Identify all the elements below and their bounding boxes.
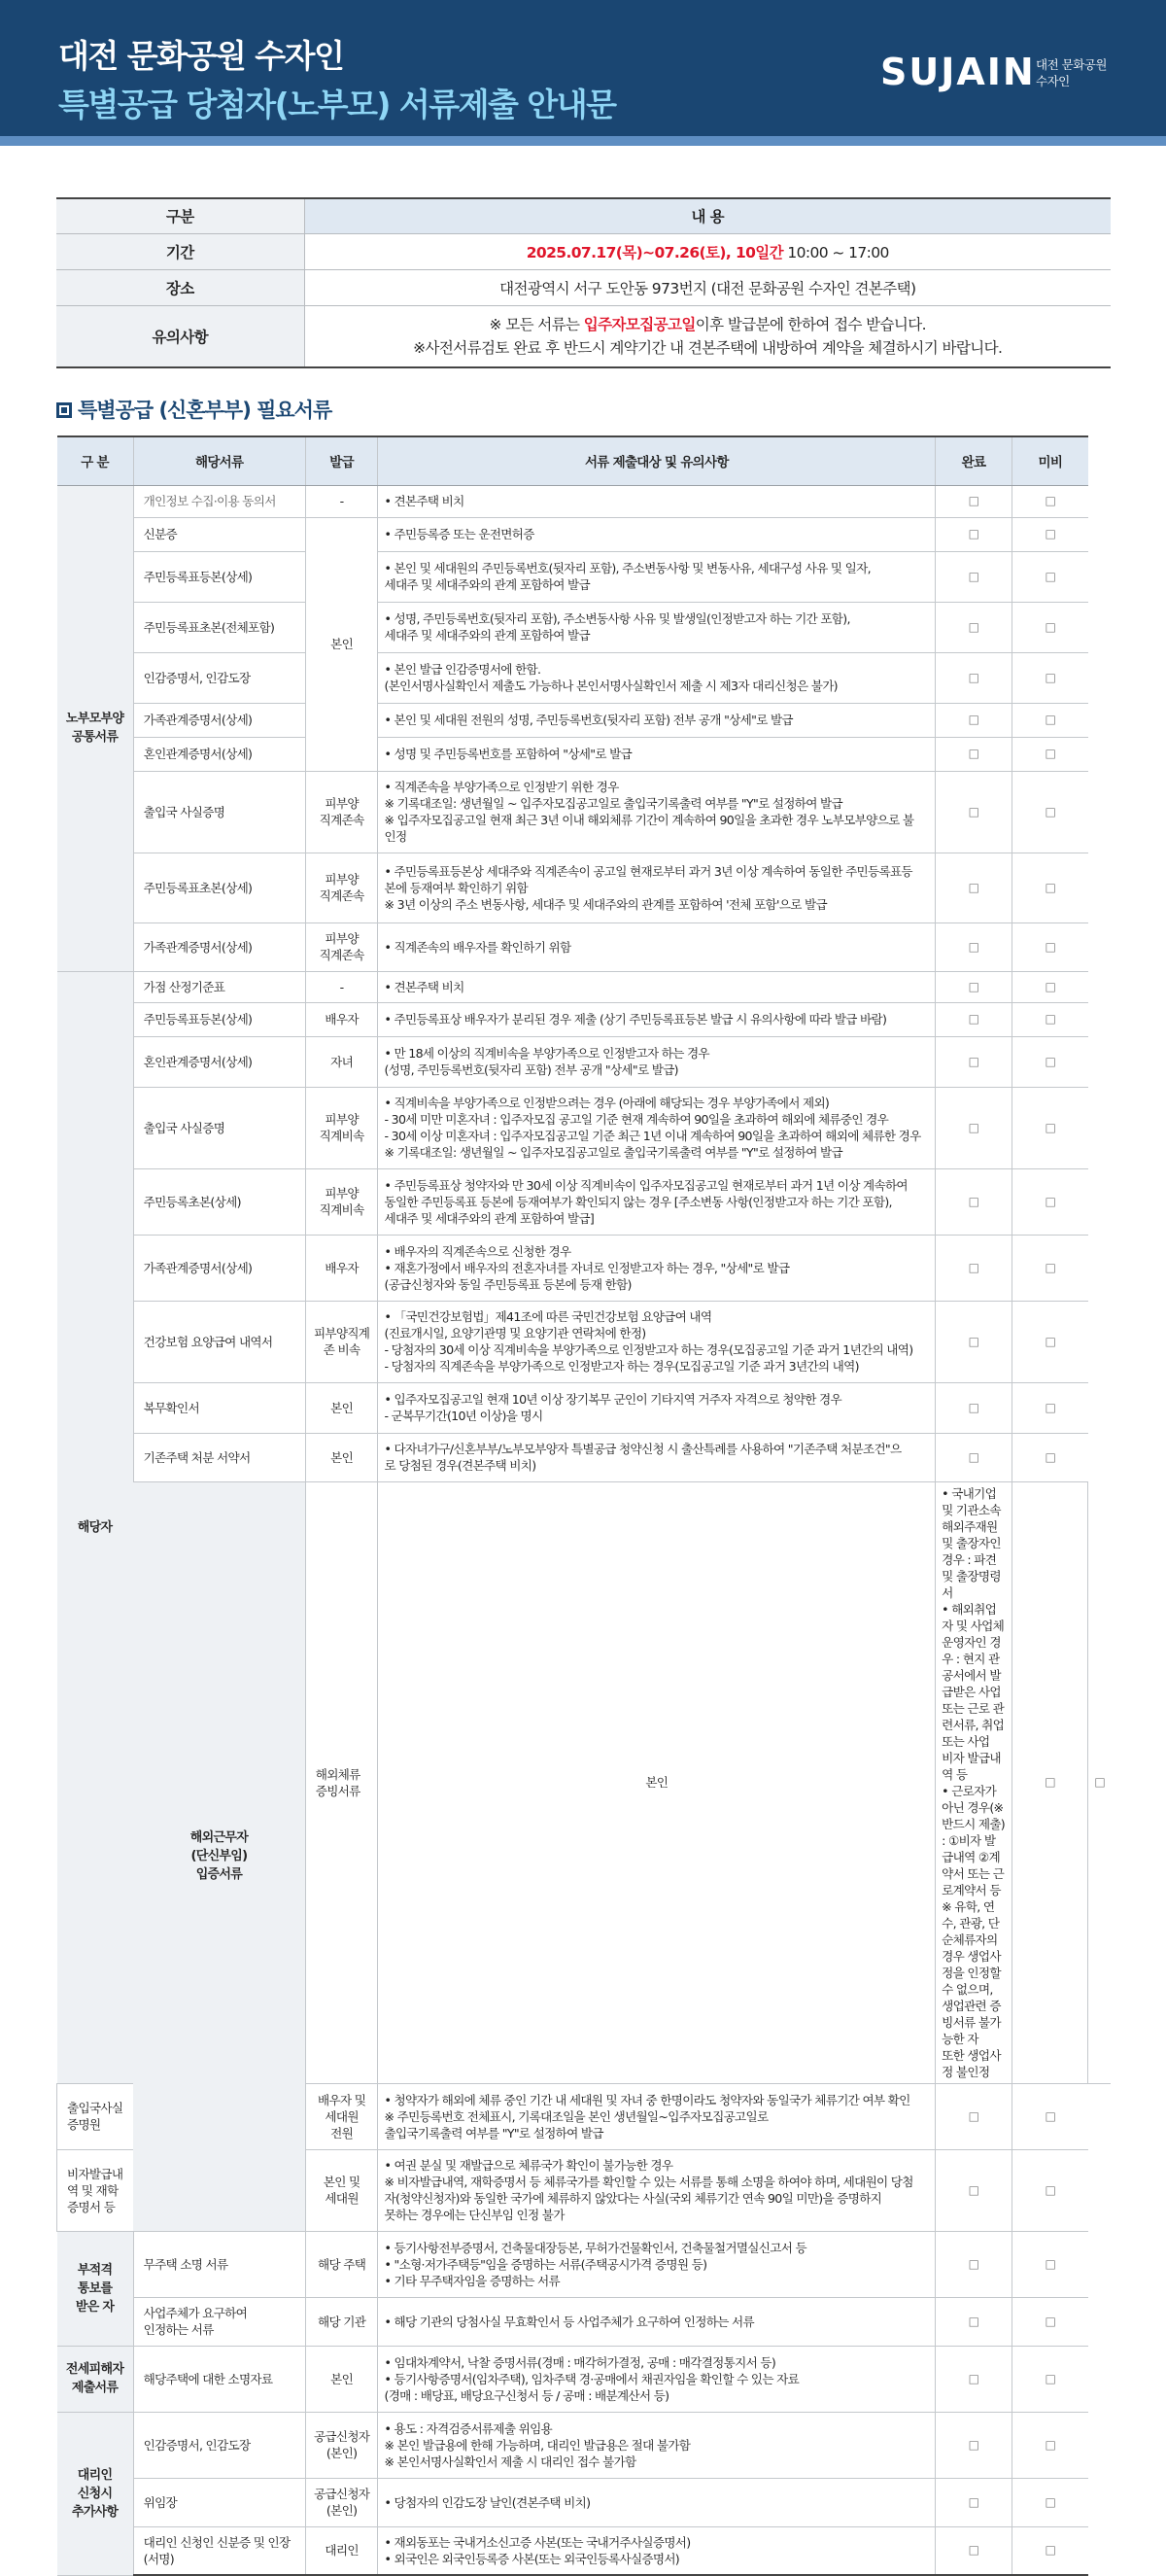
doc-name: 대리인 신청인 신분증 및 인장 (서명) xyxy=(133,2526,305,2575)
done-checkbox[interactable]: □ xyxy=(936,1168,1012,1235)
missing-checkbox[interactable]: □ xyxy=(1012,2346,1088,2412)
info-header-row xyxy=(56,198,1111,233)
info-row-period xyxy=(56,233,1111,269)
col-header-notes: 서류 제출대상 및 유의사항 xyxy=(378,436,936,485)
table-row xyxy=(57,771,1112,853)
doc-note: • 다자녀가구/신혼부부/노부모부양자 특별공급 청약신청 시 출산특례를 사용하여 "기존주택 처분조건"으 로 당첨된 경우(견본주택 비치) xyxy=(378,1433,936,1481)
logo-sub-line: 수자인 xyxy=(1036,74,1070,88)
missing-checkbox[interactable]: □ xyxy=(1012,551,1088,602)
logo-sub-line: 대전 문화공원 xyxy=(1036,57,1107,72)
notice-line: ※사전서류검토 완료 후 반드시 계약기간 내 견본주택에 내방하여 계약을 체결하시기 바랍니다. xyxy=(413,338,1003,357)
doc-name: 신분증 xyxy=(133,517,305,551)
info-label: 구분 xyxy=(56,198,304,233)
doc-note: • 당첨자의 인감도장 날인(견본주택 비치) xyxy=(378,2478,936,2526)
missing-checkbox[interactable]: □ xyxy=(1012,703,1088,737)
done-checkbox[interactable]: □ xyxy=(936,2412,1012,2478)
done-checkbox[interactable]: □ xyxy=(936,737,1012,771)
table-row xyxy=(57,2412,1112,2478)
documents-table xyxy=(56,435,1111,2576)
done-checkbox[interactable]: □ xyxy=(936,551,1012,602)
info-value xyxy=(304,305,1111,367)
info-row-notice xyxy=(56,305,1111,367)
doc-issuer: 본인 xyxy=(378,1481,936,2083)
doc-name: 가족관계증명서(상세) xyxy=(133,922,305,971)
table-row xyxy=(57,1087,1112,1168)
doc-issuer: 피부양직계 존 비속 xyxy=(305,1301,378,1382)
info-value: 대전광역시 서구 도안동 973번지 (대전 문화공원 수자인 견본주택) xyxy=(304,269,1111,305)
header-accent-band xyxy=(0,136,1166,146)
square-bullet-icon xyxy=(56,402,72,418)
info-label: 기간 xyxy=(56,233,304,269)
missing-checkbox[interactable]: □ xyxy=(1012,2526,1088,2575)
doc-note: • 재외동포는 국내거소신고증 사본(또는 국내거주사실증명서) • 외국인은 외국인등록증 사본(또는 외국인등록사실증명서) xyxy=(378,2526,936,2575)
done-checkbox[interactable]: □ xyxy=(936,853,1012,922)
done-checkbox[interactable]: □ xyxy=(936,1002,1012,1036)
done-checkbox[interactable]: □ xyxy=(936,2346,1012,2412)
group-label: 해당자 xyxy=(57,971,134,2083)
doc-issuer: 피부양 직계존속 xyxy=(305,853,378,922)
doc-name: 주민등록표초본(상세) xyxy=(133,853,305,922)
brand-logo-subtext xyxy=(1036,56,1107,89)
missing-checkbox[interactable]: □ xyxy=(1012,2297,1088,2346)
table-header-row xyxy=(57,436,1112,485)
table-row xyxy=(57,2297,1112,2346)
info-head-value: 내 용 xyxy=(304,198,1111,233)
doc-note: • 본인 및 세대원 전원의 성명, 주민등록번호(뒷자리 포함) 전부 공개 "상세"로 발급 xyxy=(378,703,936,737)
doc-note: • 「국민건강보험법」제41조에 따른 국민건강보험 요양급여 내역 (진료개시일, 요양기관명 및 요양기관 연락처에 한정) - 당첨자의 30세 이상 직계비속을 부양가족으로 인정받고자 하는 경우(모집공고일 기준 과거 1년간의 내역) - 당첨자의 직계존속을 부양가족으로 인정받고자 하는 경우(모집공고일 기준 과거 3년간의 내역) xyxy=(378,1301,936,1382)
doc-name: 주민등록표등본(상세) xyxy=(133,1002,305,1036)
brand-logo: SUJAIN xyxy=(880,51,1036,93)
table-row xyxy=(57,922,1112,971)
info-row-place xyxy=(56,269,1111,305)
doc-name: 혼인관계증명서(상세) xyxy=(133,737,305,771)
doc-issuer: 본인 xyxy=(305,1433,378,1481)
notice-text: 이후 발급분에 한하여 접수 받습니다. xyxy=(695,315,926,333)
done-checkbox[interactable]: □ xyxy=(936,517,1012,551)
missing-checkbox[interactable]: □ xyxy=(1088,1481,1111,2083)
doc-note: • 배우자의 직계존속으로 신청한 경우 • 재혼가정에서 배우자의 전혼자녀를 자녀로 인정받고자 하는 경우, "상세"로 발급 (공급신청자와 동일 주민등록표 등본에 등재 한함) xyxy=(378,1235,936,1301)
doc-name: 주민등록표초본(전체포함) xyxy=(133,602,305,652)
doc-name: 출입국 사실증명 xyxy=(133,1087,305,1168)
info-label: 유의사항 xyxy=(56,305,304,367)
doc-issuer: 배우자 xyxy=(305,1002,378,1036)
page-title: 대전 문화공원 수자인 xyxy=(58,37,344,75)
group-label: 노부모부양 공통서류 xyxy=(57,485,134,971)
done-checkbox[interactable]: □ xyxy=(936,652,1012,703)
done-checkbox[interactable]: □ xyxy=(936,2478,1012,2526)
missing-checkbox[interactable]: □ xyxy=(1012,485,1088,517)
doc-note: • 주민등록증 또는 운전면허증 xyxy=(378,517,936,551)
done-checkbox[interactable]: □ xyxy=(936,2083,1012,2149)
table-row xyxy=(57,1301,1112,1382)
table-row xyxy=(57,2478,1112,2526)
doc-note: • 본인 발급 인감증명서에 한함. (본인서명사실확인서 제출도 가능하나 본인서명사실확인서 제출 시 제3자 대리신청은 불가) xyxy=(378,652,936,703)
doc-issuer: 피부양 직계존속 xyxy=(305,922,378,971)
notice-line xyxy=(305,313,1112,336)
doc-note: • 성명 및 주민등록번호를 포함하여 "상세"로 발급 xyxy=(378,737,936,771)
missing-checkbox[interactable]: □ xyxy=(1012,1036,1088,1087)
missing-checkbox[interactable]: □ xyxy=(1012,853,1088,922)
missing-checkbox[interactable]: □ xyxy=(1012,1235,1088,1301)
done-checkbox[interactable]: □ xyxy=(936,703,1012,737)
missing-checkbox[interactable]: □ xyxy=(1012,1382,1088,1433)
missing-checkbox[interactable]: □ xyxy=(1012,2231,1088,2297)
doc-name: 인감증명서, 인감도장 xyxy=(133,652,305,703)
table-row xyxy=(57,2526,1112,2575)
doc-name: 사업주체가 요구하여 인정하는 서류 xyxy=(133,2297,305,2346)
missing-checkbox[interactable]: □ xyxy=(1012,517,1088,551)
done-checkbox[interactable]: □ xyxy=(1012,1481,1088,2083)
doc-note: • 등기사항전부증명서, 건축물대장등본, 무허가건물확인서, 건축물철거멸실신고서 등 • "소형·저가주택등"임을 증명하는 서류(주택공시가격 증명원 등) • 기타 무주택자임을 증명하는 서류 xyxy=(378,2231,936,2297)
doc-note: • 직계존속의 배우자를 확인하기 위함 xyxy=(378,922,936,971)
group-label: 대리인 신청시 추가사항 xyxy=(57,2412,134,2575)
done-checkbox[interactable]: □ xyxy=(936,1301,1012,1382)
done-checkbox[interactable]: □ xyxy=(936,1235,1012,1301)
missing-checkbox[interactable]: □ xyxy=(1012,2083,1088,2149)
table-row xyxy=(57,1481,1112,2083)
done-checkbox[interactable]: □ xyxy=(936,771,1012,853)
missing-checkbox[interactable]: □ xyxy=(1012,1301,1088,1382)
doc-note: • 주민등록표상 청약자와 만 30세 이상 직계비속이 입주자모집공고일 현재로부터 과거 1년 이상 계속하여 동일한 주민등록표 등본에 등재여부가 확인되지 않는 경우 [주소변동 사항(인정받고자 하는 기간 포함), 세대주 및 세대주와의 관계 포함하여 발급] xyxy=(378,1168,936,1235)
done-checkbox[interactable]: □ xyxy=(936,1382,1012,1433)
doc-issuer: 피부양 직계비속 xyxy=(305,1087,378,1168)
info-table xyxy=(56,197,1111,368)
doc-name: 복무확인서 xyxy=(133,1382,305,1433)
doc-issuer: 대리인 xyxy=(305,2526,378,2575)
info-label: 장소 xyxy=(56,269,304,305)
doc-issuer: 공급신청자 (본인) xyxy=(305,2478,378,2526)
doc-name: 주민등록초본(상세) xyxy=(133,1168,305,1235)
group-label: 해외근무자 (단신부임) 입증서류 xyxy=(133,1481,305,2231)
done-checkbox[interactable]: □ xyxy=(936,485,1012,517)
doc-name: 가족관계증명서(상세) xyxy=(133,1235,305,1301)
doc-note: • 성명, 주민등록번호(뒷자리 포함), 주소변동사항 사유 및 발생일(인정받고자 하는 기간 포함), 세대주 및 세대주와의 관계 포함하여 발급 xyxy=(378,602,936,652)
table-row xyxy=(57,2231,1112,2297)
missing-checkbox[interactable]: □ xyxy=(1012,1087,1088,1168)
table-row xyxy=(57,853,1112,922)
group-label: 부적격 통보를 받은 자 xyxy=(57,2231,134,2346)
done-checkbox[interactable]: □ xyxy=(936,971,1012,1002)
doc-name: 가족관계증명서(상세) xyxy=(133,703,305,737)
doc-issuer: 자녀 xyxy=(305,1036,378,1087)
doc-name: 가점 산정기준표 xyxy=(133,971,305,1002)
doc-name: 인감증명서, 인감도장 xyxy=(133,2412,305,2478)
table-row xyxy=(57,517,1112,551)
doc-note: • 국내기업 및 기관소속 해외주재원 및 출장자인 경우 : 파견 및 출장명령서 • 해외취업자 및 사업체 운영자인 경우 : 현지 관공서에서 발급받은 사업 또는 근로 관련서류, 취업 또는 사업 비자 발급내역 등 • 근로자가 아닌 경우(※반드시 제출) : ①비자 발급내역 ②계약서 또는 근로계약서 등 ※ 유학, 연수, 관광, 단순체류자의 경우 생업사정을 인정할 수 없으며, 생업관련 증빙서류 불가능한 자 또한 생업사정 불인정 xyxy=(936,1481,1012,2083)
doc-name: 출입국 사실증명 xyxy=(133,771,305,853)
doc-issuer: 본인 xyxy=(305,517,378,771)
col-header-document: 해당서류 xyxy=(133,436,305,485)
period-time: 10:00 ~ 17:00 xyxy=(783,243,889,261)
table-row xyxy=(57,1433,1112,1481)
missing-checkbox[interactable]: □ xyxy=(1012,2412,1088,2478)
section-title-text: 특별공급 (신혼부부) 필요서류 xyxy=(78,399,332,422)
done-checkbox[interactable]: □ xyxy=(936,1087,1012,1168)
missing-checkbox[interactable]: □ xyxy=(1012,1433,1088,1481)
missing-checkbox[interactable]: □ xyxy=(1012,2149,1088,2231)
done-checkbox[interactable]: □ xyxy=(936,602,1012,652)
doc-note: • 견본주택 비치 xyxy=(378,971,936,1002)
missing-checkbox[interactable]: □ xyxy=(1012,771,1088,853)
doc-note: • 견본주택 비치 xyxy=(378,485,936,517)
missing-checkbox[interactable]: □ xyxy=(1012,2478,1088,2526)
missing-checkbox[interactable]: □ xyxy=(1012,922,1088,971)
table-row xyxy=(57,485,1112,517)
table-row xyxy=(57,1036,1112,1087)
col-header-done: 완료 xyxy=(936,436,1012,485)
group-label: 전세피해자 제출서류 xyxy=(57,2346,134,2412)
table-row xyxy=(57,971,1112,1002)
doc-issuer: 배우자 xyxy=(305,1235,378,1301)
table-row xyxy=(57,551,1112,602)
table-row xyxy=(57,737,1112,771)
doc-note: • 임대차계약서, 낙찰 증명서류(경매 : 매각허가결정, 공매 : 매각결정통지서 등) • 등기사항증명서(임차주택), 임차주택 경·공매에서 채권자임을 확인할 수 있는 자료 (경매 : 배당표, 배당요구신청서 등 / 공매 : 배분계산서 등) xyxy=(378,2346,936,2412)
doc-note: • 여권 분실 및 재발급으로 체류국가 확인이 불가능한 경우 ※ 비자발급내역, 재학증명서 등 체류국가를 확인할 수 있는 서류를 통해 소명을 하여야 하며, 세대원이 당첨 자(청약신청자)와 동일한 국가에 체류하지 않았다는 사실(국외 체류기간 연속 90일 미만)을 증명하지 못하는 경우에는 단신부임 인정 불가 xyxy=(378,2149,936,2231)
doc-name: 혼인관계증명서(상세) xyxy=(133,1036,305,1087)
table-row xyxy=(57,1002,1112,1036)
doc-note: • 만 18세 이상의 직계비속을 부양가족으로 인정받고자 하는 경우 (성명, 주민등록번호(뒷자리 포함) 전부 공개 "상세"로 발급) xyxy=(378,1036,936,1087)
doc-issuer: 배우자 및 세대원 전원 xyxy=(305,2083,378,2149)
table-row xyxy=(57,652,1112,703)
missing-checkbox[interactable]: □ xyxy=(1012,602,1088,652)
doc-note: • 주민등록표등본상 세대주와 직계존속이 공고일 현재로부터 과거 3년 이상 계속하여 동일한 주민등록표등 본에 등재여부 확인하기 위함 ※ 3년 이상의 주소 변동사항, 세대주 및 세대주와의 관계를 포함하여 '전체 포함'으로 발급 xyxy=(378,853,936,922)
doc-issuer: 피부양 직계비속 xyxy=(305,1168,378,1235)
doc-issuer: 본인 및 세대원 xyxy=(305,2149,378,2231)
done-checkbox[interactable]: □ xyxy=(936,2149,1012,2231)
doc-name: 해외체류 증빙서류 xyxy=(305,1481,378,2083)
col-header-issuer: 발급 xyxy=(305,436,378,485)
period-highlight: 2025.07.17(목)~07.26(토), 10일간 xyxy=(526,243,784,261)
doc-name: 개인정보 수집·이용 동의서 xyxy=(133,485,305,517)
header-banner xyxy=(0,0,1166,144)
missing-checkbox[interactable]: □ xyxy=(1012,971,1088,1002)
doc-issuer: 공급신청자 (본인) xyxy=(305,2412,378,2478)
done-checkbox[interactable]: □ xyxy=(936,2297,1012,2346)
col-header-missing: 미비 xyxy=(1012,436,1088,485)
col-header-category: 구 분 xyxy=(57,436,134,485)
table-row xyxy=(57,2346,1112,2412)
doc-name: 해당주택에 대한 소명자료 xyxy=(133,2346,305,2412)
missing-checkbox[interactable]: □ xyxy=(1012,652,1088,703)
missing-checkbox[interactable]: □ xyxy=(1012,737,1088,771)
missing-checkbox[interactable]: □ xyxy=(1012,1168,1088,1235)
table-row xyxy=(57,1382,1112,1433)
done-checkbox[interactable]: □ xyxy=(936,1433,1012,1481)
doc-name: 위임장 xyxy=(133,2478,305,2526)
notice-text: ※ 모든 서류는 xyxy=(489,315,584,333)
doc-issuer: 해당 주택 xyxy=(305,2231,378,2297)
doc-note: • 용도 : 자격검증서류제출 위임용 ※ 본인 발급용에 한해 가능하며, 대리인 발급용은 절대 불가함 ※ 본인서명사실확인서 제출 시 대리인 접수 불가함 xyxy=(378,2412,936,2478)
doc-name: 무주택 소명 서류 xyxy=(133,2231,305,2297)
info-value xyxy=(304,233,1111,269)
doc-note: • 입주자모집공고일 현재 10년 이상 장기복무 군인이 기타지역 거주자 자격으로 청약한 경우 - 군복무기간(10년 이상)을 명시 xyxy=(378,1382,936,1433)
table-row xyxy=(57,1235,1112,1301)
doc-issuer: 해당 기관 xyxy=(305,2297,378,2346)
done-checkbox[interactable]: □ xyxy=(936,2526,1012,2575)
doc-note: • 청약자가 해외에 체류 중인 기간 내 세대원 및 자녀 중 한명이라도 청약자와 동일국가 체류기간 여부 확인 ※ 주민등록번호 전체표시, 기록대조일을 본인 생년월일~입주자모집공고일로 출입국기록출력 여부를 "Y"로 설정하여 발급 xyxy=(378,2083,936,2149)
doc-issuer: - xyxy=(305,485,378,517)
doc-note: • 직계존속을 부양가족으로 인정받기 위한 경우 ※ 기록대조일: 생년월일 ~ 입주자모집공고일로 출입국기록출력 여부를 "Y"로 설정하여 발급 ※ 입주자모집공고일 현재 최근 3년 이내 해외체류 기간이 계속하여 90일을 초과한 경우 노부모부양으로 불 인정 xyxy=(378,771,936,853)
doc-name: 기존주택 처분 서약서 xyxy=(133,1433,305,1481)
doc-note: • 주민등록표상 배우자가 분리된 경우 제출 (상기 주민등록표등본 발급 시 유의사항에 따라 발급 바람) xyxy=(378,1002,936,1036)
done-checkbox[interactable]: □ xyxy=(936,922,1012,971)
done-checkbox[interactable]: □ xyxy=(936,1036,1012,1087)
table-row xyxy=(57,602,1112,652)
missing-checkbox[interactable]: □ xyxy=(1012,1002,1088,1036)
table-row xyxy=(57,1168,1112,1235)
doc-name: 비자발급내역 및 재학증명서 등 xyxy=(57,2149,134,2231)
doc-issuer: - xyxy=(305,971,378,1002)
doc-issuer: 본인 xyxy=(305,2346,378,2412)
doc-name: 주민등록표등본(상세) xyxy=(133,551,305,602)
doc-issuer: 본인 xyxy=(305,1382,378,1433)
doc-note: • 본인 및 세대원의 주민등록번호(뒷자리 포함), 주소변동사항 및 변동사유, 세대구성 사유 및 일자, 세대주 및 세대주와의 관계 포함하여 발급 xyxy=(378,551,936,602)
done-checkbox[interactable]: □ xyxy=(936,2231,1012,2297)
section-title xyxy=(56,395,331,424)
doc-issuer: 피부양 직계존속 xyxy=(305,771,378,853)
table-row xyxy=(57,703,1112,737)
doc-note: • 직계비속을 부양가족으로 인정받으려는 경우 (아래에 해당되는 경우 부양가족에서 제외) - 30세 미만 미혼자녀 : 입주자모집 공고일 기준 현재 계속하여 90일을 초과하여 해외에 체류중인 경우 - 30세 이상 미혼자녀 : 입주자모집공고일 기준 최근 1년 이내 계속하여 90일을 초과하여 해외에 체류한 경우 ※ 기록대조일: 생년월일 ~ 입주자모집공고일로 출입국기록출력 여부를 "Y"로 설정하여 발급 xyxy=(378,1087,936,1168)
page-subtitle: 특별공급 당첨자(노부모) 서류제출 안내문 xyxy=(58,86,616,123)
doc-note: • 해당 기관의 당첨사실 무효확인서 등 사업주체가 요구하여 인정하는 서류 xyxy=(378,2297,936,2346)
notice-highlight: 입주자모집공고일 xyxy=(583,315,696,333)
doc-name: 출입국사실증명원 xyxy=(57,2083,134,2149)
doc-name: 건강보험 요양급여 내역서 xyxy=(133,1301,305,1382)
